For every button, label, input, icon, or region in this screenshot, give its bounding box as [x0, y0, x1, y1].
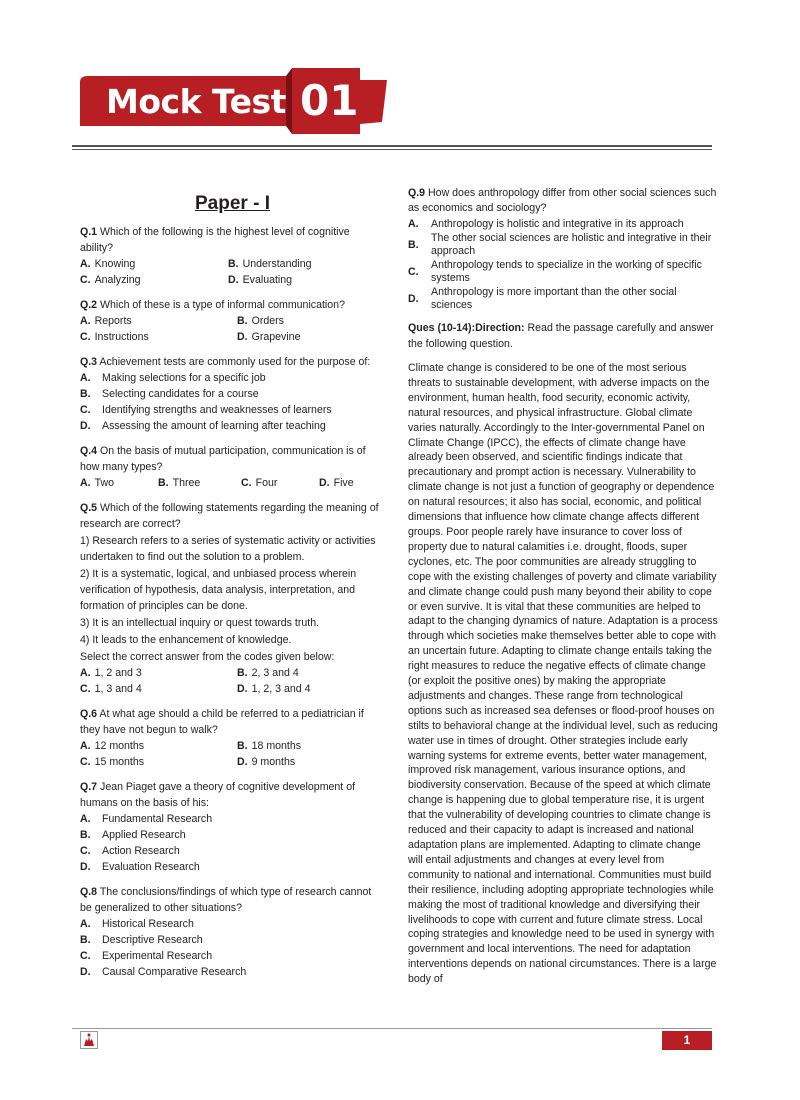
option-a: A. Knowing: [80, 258, 136, 270]
option-c: C. Analyzing: [80, 274, 141, 286]
option-c: C. Identifying strengths and weaknesses of learners: [80, 404, 332, 416]
question-number: Q.8: [80, 886, 98, 898]
option-d: D. Causal Comparative Research: [80, 966, 247, 978]
option-c: C. 1, 3 and 4: [80, 683, 142, 695]
option-b: B. Descriptive Research: [80, 934, 203, 946]
question-number: Q.2: [80, 299, 98, 311]
option-b: B. 2, 3 and 4: [237, 667, 299, 679]
option-d: D. Anthropology is more important than the other social sciences: [408, 286, 677, 311]
publisher-logo-icon: [80, 1031, 98, 1049]
option-b: B. The other social sciences are holistic and integrative in their approach: [408, 232, 712, 257]
option-d: D. Five: [319, 477, 354, 489]
option-a: A. Fundamental Research: [80, 813, 213, 825]
option-a: A. 1, 2 and 3: [80, 667, 142, 679]
question-number: Q.6: [80, 708, 98, 720]
option-d: D. Grapevine: [237, 331, 301, 343]
question-number: Q.3: [80, 356, 98, 368]
header-rule-thin: [72, 149, 712, 150]
option-d: D. 1, 2, 3 and 4: [237, 683, 311, 695]
question-text: Jean Piaget gave a theory of cognitive development of humans on the basis of his:: [80, 781, 356, 809]
question-number: Q.1: [80, 226, 98, 238]
banner-title: Mock Test: [106, 82, 286, 121]
question-text: Which of these is a type of informal communication?: [97, 299, 345, 311]
header-rule: [72, 145, 712, 147]
banner-number: 01: [300, 76, 359, 125]
option-c: C. Anthropology tends to specialize in the working of specific systems: [408, 259, 702, 284]
question-7: [80, 779, 385, 875]
page-number: 1: [662, 1031, 712, 1050]
question-text: Achievement tests are commonly used for the purpose of:: [97, 356, 371, 368]
option-b: B. Orders: [237, 315, 284, 327]
option-c: C. 15 months: [80, 756, 145, 768]
direction-text: Ques (10-14):Direction: Read the passage carefully and answer the following question.: [408, 322, 714, 350]
question-9: [408, 186, 718, 312]
statement: 3) It is an intellectual inquiry or quest towards truth.: [80, 617, 320, 629]
option-a: A. Reports: [80, 315, 132, 327]
option-a: A. 12 months: [80, 740, 145, 752]
option-b: B. Selecting candidates for a course: [80, 388, 259, 400]
option-b: B. Three: [158, 477, 201, 489]
statement: 4) It leads to the enhancement of knowledge.: [80, 634, 292, 646]
question-1: [80, 224, 385, 288]
option-a: A. Making selections for a specific job: [80, 372, 266, 384]
question-number: Q.9: [408, 187, 426, 199]
option-c: C. Four: [241, 477, 278, 489]
question-number: Q.5: [80, 502, 98, 514]
mock-test-banner: [80, 68, 390, 136]
question-6: [80, 706, 385, 770]
question-text: At what age should a child be referred to a pediatrician if they have not begun to walk?: [80, 708, 364, 736]
option-a: A. Historical Research: [80, 918, 194, 930]
option-c: C. Instructions: [80, 331, 149, 343]
question-text: Which of the following statements regarding the meaning of research are correct?: [80, 502, 379, 530]
direction-label: Ques (10-14):Direction:: [408, 322, 525, 334]
question-text: Which of the following is the highest level of cognitive ability?: [80, 226, 350, 254]
option-b: B. Understanding: [228, 258, 312, 270]
option-d: D. Evaluation Research: [80, 861, 200, 873]
option-d: D. Assessing the amount of learning after teaching: [80, 420, 326, 432]
question-4: [80, 443, 385, 491]
option-b: B. 18 months: [237, 740, 302, 752]
question-5: [80, 500, 385, 697]
right-column: [408, 186, 718, 987]
question-8: [80, 884, 385, 980]
option-a: A. Two: [80, 477, 115, 489]
option-c: C. Experimental Research: [80, 950, 213, 962]
reading-passage: Climate change is considered to be one of the most serious threats to sustainable development, with adverse impacts on the environment, human health, food security, economic activity, natural resources, and physical infrastructure. Global climate varies naturally. Accordingly to the Inter-governmental Panel on Climate Change (IPCC), the effects of climate change have already been observed, and scientific findings indicate that precautionary and prompt action is necessary. Vulnerability to climate change is not just a function of geography or dependence on natural resources; it also has social, economic, and political dimensions that influence how climate change affects different groups. Poor people rarely have insurance to cover loss of property due to natural calamities i.e. drought, floods, super cyclones, etc. The poor communities are already struggling to cope with the existing challenges of poverty and climate variability and climate change could push many beyond their ability to cope or even survive. It is vital that these communities are helped to adapt to the changing dynamics of nature. Adaptation is a process through which societies make themselves better able to cope with an uncertain future. Adapting to climate change entails taking the right measures to reduce the negative effects of climate change (or exploit the positive ones) by making the appropriate adjustments and changes. These range from technological options such as increased sea defenses or flood-proof houses on stilts to behavioral change at the individual level, such as reducing water use in times of drought. Other strategies include early warning systems for extreme events, better water management, improved risk management, various insurance options, and biodiversity conservation. Because of the speed at which climate change is happening due to global temperature rise, it is urgent that the vulnerability of developing countries to climate change is reduced and their capacity to adapt is increased and national adaptation plans are implemented. Adapting to climate change will entail adjustments and changes at every level from community to national and international. Communities must build their resilience, including adopting appropriate technologies while making the most of traditional knowledge and diversifying their livelihoods to cope with current and future climate stress. Local coping strategies and knowledge need to be used in synergy with government and local interventions. The need for adaptation interventions depends on national circumstances. There is a large body of: [408, 362, 718, 986]
question-text: The conclusions/findings of which type of research cannot be generalized to other situations?: [80, 886, 372, 914]
question-text: On the basis of mutual participation, communication is of how many types?: [80, 445, 366, 473]
option-d: D. 9 months: [237, 756, 296, 768]
option-c: C. Action Research: [80, 845, 180, 857]
question-text: How does anthropology differ from other social sciences such as economics and sociology?: [408, 187, 717, 214]
codes-instruction: Select the correct answer from the codes given below:: [80, 651, 335, 663]
left-column: [80, 192, 385, 989]
question-number: Q.7: [80, 781, 98, 793]
statement: 1) Research refers to a series of systematic activity or activities undertaken to find out the solution to a problem.: [80, 535, 376, 563]
paper-title: Paper - I: [195, 193, 270, 214]
option-a: A. Anthropology is holistic and integrative in its approach: [408, 218, 684, 230]
option-d: D. Evaluating: [228, 274, 293, 286]
statement: 2) It is a systematic, logical, and unbiased process wherein verification of hypothesis, data analysis, interpretation, and formation of principles can be done.: [80, 568, 357, 612]
question-2: [80, 297, 385, 345]
question-3: [80, 354, 385, 434]
option-b: B. Applied Research: [80, 829, 186, 841]
question-number: Q.4: [80, 445, 98, 457]
footer-rule: [72, 1028, 712, 1029]
